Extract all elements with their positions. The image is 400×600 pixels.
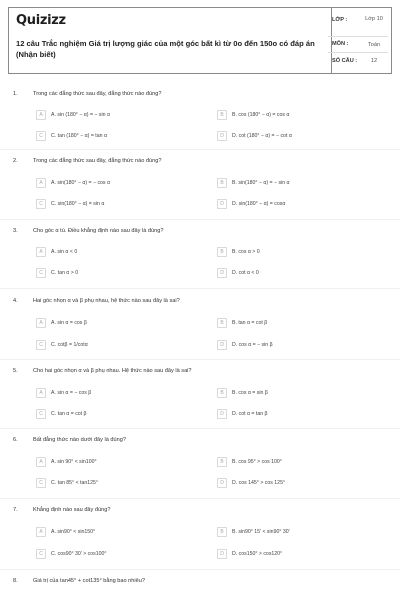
option-letter: C: [36, 131, 46, 141]
class-value: Lớp 10: [365, 16, 383, 22]
question-divider: [0, 288, 400, 289]
question-divider: [0, 149, 400, 150]
question-divider: [0, 569, 400, 570]
option-letter: A: [36, 457, 46, 467]
option-text: D. sin(180° − α) = cosα: [232, 201, 286, 207]
option-text: D. cot α = tan β: [232, 411, 268, 417]
subject-value: Toán: [367, 42, 381, 48]
option-text: C. tan α = cot β: [51, 411, 87, 417]
option-letter: D: [217, 199, 227, 209]
question-divider: [0, 219, 400, 220]
option-letter: D: [217, 268, 227, 278]
option-letter: C: [36, 549, 46, 559]
question-number: 8.: [13, 578, 18, 584]
option-letter: D: [217, 409, 227, 419]
option-text: A. sin(180° − α) = − cos α: [51, 180, 110, 186]
question-number: 1.: [13, 91, 18, 97]
class-label: LỚP :: [332, 17, 348, 23]
question-divider: [0, 428, 400, 429]
meta-divider: [328, 52, 388, 53]
question-divider: [0, 359, 400, 360]
option-letter: A: [36, 318, 46, 328]
option-text: D. cos α = − sin β: [232, 342, 273, 348]
option-letter: A: [36, 388, 46, 398]
option-letter: B: [217, 247, 227, 257]
subject-label: MÔN :: [332, 41, 349, 47]
option-text: C. cotβ = 1/cotα: [51, 342, 88, 348]
question-number: 5.: [13, 368, 18, 374]
question-text: Cho hai góc nhọn α và β phụ nhau. Hệ thức nào sau đây là sai?: [33, 368, 192, 374]
option-letter: A: [36, 178, 46, 188]
option-text: B. cos α = sin β: [232, 390, 268, 396]
quizizz-logo: Quizizz: [16, 13, 66, 28]
option-text: C. tan α > 0: [51, 270, 79, 276]
option-text: B. cos α > 0: [232, 249, 260, 255]
option-letter: A: [36, 110, 46, 120]
option-text: C. tan (180° − α) = tan α: [51, 133, 107, 139]
meta-divider: [328, 36, 388, 37]
option-text: D. cos150° > cos120°: [232, 551, 283, 557]
option-letter: C: [36, 268, 46, 278]
option-letter: D: [217, 478, 227, 488]
question-text: Bất đẳng thức nào dưới đây là đúng?: [33, 437, 126, 443]
question-text: Khẳng định nào sau đây đúng?: [33, 507, 111, 513]
option-letter: A: [36, 247, 46, 257]
option-text: B. cos (180° − α) = cos α: [232, 112, 290, 118]
option-text: A. sin 90° < sin100°: [51, 459, 97, 465]
question-text: Trong các đẳng thức sau đây, đẳng thức nào đúng?: [33, 91, 162, 97]
question-number: 6.: [13, 437, 18, 443]
question-text: Trong các đẳng thức sau đây, đẳng thức nào đúng?: [33, 158, 162, 164]
option-text: C. sin(180° − α) = sin α: [51, 201, 105, 207]
option-text: B. tan α = cot β: [232, 320, 268, 326]
option-text: A. sin α = − cos β: [51, 390, 92, 396]
question-number: 2.: [13, 158, 18, 164]
option-letter: C: [36, 199, 46, 209]
question-text: Giá trị của tan45° + cot135° bằng bao nhiêu?: [33, 578, 145, 584]
header-title-area: [9, 8, 331, 73]
option-text: C. tan 85° < tan125°: [51, 480, 98, 486]
option-text: B. sin(180° − α) = − sin α: [232, 180, 290, 186]
option-letter: B: [217, 388, 227, 398]
option-text: B. cos 95° > cos 100°: [232, 459, 282, 465]
option-text: D. cot (180° − α) = − cot α: [232, 133, 292, 139]
option-letter: D: [217, 131, 227, 141]
option-text: D. cos 145° > cos 125°: [232, 480, 286, 486]
option-text: A. sin (180° − α) = − sin α: [51, 112, 110, 118]
option-letter: B: [217, 178, 227, 188]
option-letter: B: [217, 457, 227, 467]
question-number: 3.: [13, 228, 18, 234]
question-text: Hai góc nhọn α và β phụ nhau, hệ thức nào sau đây là sai?: [33, 298, 180, 304]
count-value: 12: [370, 58, 378, 64]
option-letter: B: [217, 110, 227, 120]
worksheet-title: 12 câu Trắc nghiệm Giá trị lượng giác của một góc bất kì từ 0o đến 150o có đáp án (Nhận biết): [16, 39, 315, 59]
option-letter: B: [217, 527, 227, 537]
option-letter: C: [36, 478, 46, 488]
option-letter: D: [217, 549, 227, 559]
question-text: Cho góc α tù. Điều khẳng định nào sau đây là đúng?: [33, 228, 164, 234]
option-letter: D: [217, 340, 227, 350]
question-number: 7.: [13, 507, 18, 513]
question-number: 4.: [13, 298, 18, 304]
option-letter: B: [217, 318, 227, 328]
option-text: C. cos90° 30' > cos100°: [51, 551, 107, 557]
option-text: A. sin α < 0: [51, 249, 78, 255]
option-letter: A: [36, 527, 46, 537]
option-letter: C: [36, 340, 46, 350]
count-label: SỐ CÂU :: [332, 58, 358, 64]
option-text: A. sin α = cos β: [51, 320, 87, 326]
question-divider: [0, 498, 400, 499]
option-text: D. cot α < 0: [232, 270, 259, 276]
option-letter: C: [36, 409, 46, 419]
option-text: B. sin90° 15' < sin90° 30': [232, 529, 290, 535]
option-text: A. sin90° < sin150°: [51, 529, 96, 535]
